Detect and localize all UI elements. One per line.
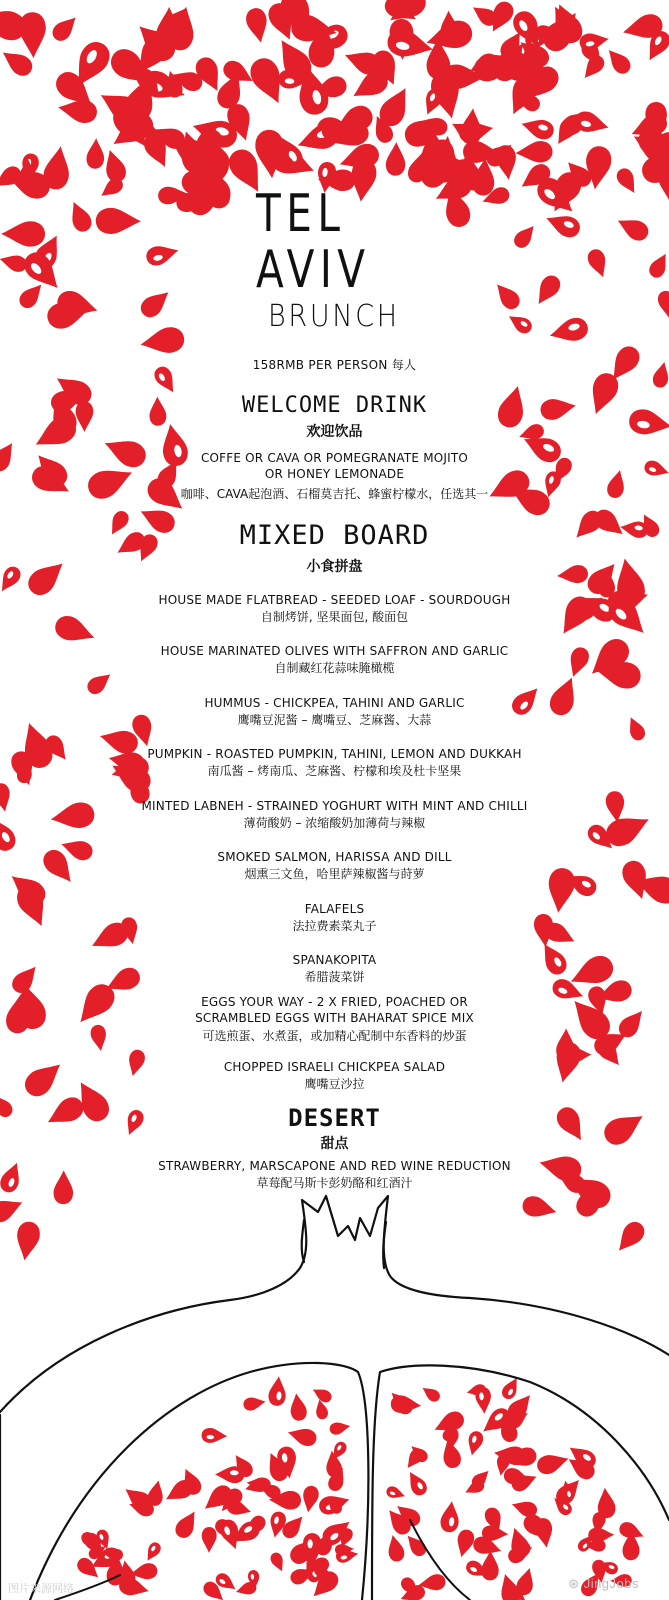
menu-item-en: SCRAMBLED EGGS WITH BAHARAT SPICE MIX: [195, 1011, 474, 1025]
menu-item-en: HOUSE MARINATED OLIVES WITH SAFFRON AND GARLIC: [160, 644, 509, 658]
menu-item-en: STRAWBERRY, MARSCAPONE AND RED WINE REDUCTION: [158, 1159, 511, 1173]
title-line-1: TEL: [256, 184, 346, 244]
menu-item-zh: 鹰嘴豆沙拉: [304, 1077, 365, 1091]
watermark-left: 图片来源网络: [8, 1582, 74, 1595]
price-per-person: 158RMB PER PERSON 每人: [252, 358, 417, 372]
menu-item-en: FALAFELS: [304, 902, 365, 916]
menu-item-zh: 可选煎蛋、水煮蛋，或加精心配制中东香料的炒蛋: [202, 1029, 467, 1043]
welcome-drink-heading: WELCOME DRINK: [241, 393, 428, 418]
menu-item-zh: 希腊菠菜饼: [304, 970, 365, 984]
watermark: ⊛ JingJobs: [568, 1576, 639, 1591]
menu-item-en: HUMMUS - CHICKPEA, TAHINI AND GARLIC: [204, 696, 465, 710]
welcome-drink-heading-zh: 欢迎饮品: [306, 424, 363, 440]
menu-item-zh: 自制烤饼, 坚果面包, 酸面包: [260, 610, 409, 624]
title-line-2: AVIV: [256, 240, 371, 300]
menu-item-zh: 南瓜酱 – 烤南瓜、芝麻酱、柠檬和埃及杜卡坚果: [207, 764, 462, 778]
menu-item-en: EGGS YOUR WAY - 2 X FRIED, POACHED OR: [201, 995, 468, 1009]
title-line-3: BRUNCH: [268, 299, 400, 334]
menu-item-zh: 烟熏三文鱼，哈里萨辣椒酱与莳萝: [244, 867, 425, 881]
menu-item-en: PUMPKIN - ROASTED PUMPKIN, TAHINI, LEMON AND DUKKAH: [147, 747, 522, 761]
menu-item-en: CHOPPED ISRAELI CHICKPEA SALAD: [223, 1060, 446, 1074]
mixed-board-heading-zh: 小食拼盘: [306, 559, 363, 575]
welcome-drink-options-line-2: OR HONEY LEMONADE: [264, 467, 405, 481]
mixed-board-heading: MIXED BOARD: [239, 520, 430, 551]
desert-heading: DESERT: [288, 1104, 381, 1132]
menu-item-zh: 鹰嘴豆泥酱 – 鹰嘴豆、芝麻酱、大蒜: [237, 713, 432, 727]
menu-item-zh: 法拉费素菜丸子: [292, 919, 377, 933]
menu-item-zh: 自制藏红花蒜味腌橄榄: [274, 661, 395, 675]
desert-heading-zh: 甜点: [320, 1136, 349, 1152]
menu-item-zh: 草莓配马斯卡彭奶酪和红酒汁: [256, 1176, 413, 1190]
menu-item-en: SPANAKOPITA: [292, 953, 377, 967]
welcome-drink-options-line-1: COFFE OR CAVA OR POMEGRANATE MOJITO: [200, 451, 469, 465]
watermark-text: JingJobs: [583, 1576, 639, 1591]
menu-title: [256, 184, 416, 334]
menu-item-en: MINTED LABNEH - STRAINED YOGHURT WITH MINT AND CHILLI: [141, 799, 528, 813]
menu-item-en: SMOKED SALMON, HARISSA AND DILL: [217, 850, 452, 864]
menu-item-zh: 薄荷酸奶 – 浓缩酸奶加薄荷与辣椒: [243, 816, 426, 830]
welcome-drink-options-zh: 咖啡、CAVA起泡酒、石榴莫吉托、蜂蜜柠檬水，任选其一: [180, 487, 489, 501]
menu-item-en: HOUSE MADE FLATBREAD - SEEDED LOAF - SOURDOUGH: [158, 593, 511, 607]
